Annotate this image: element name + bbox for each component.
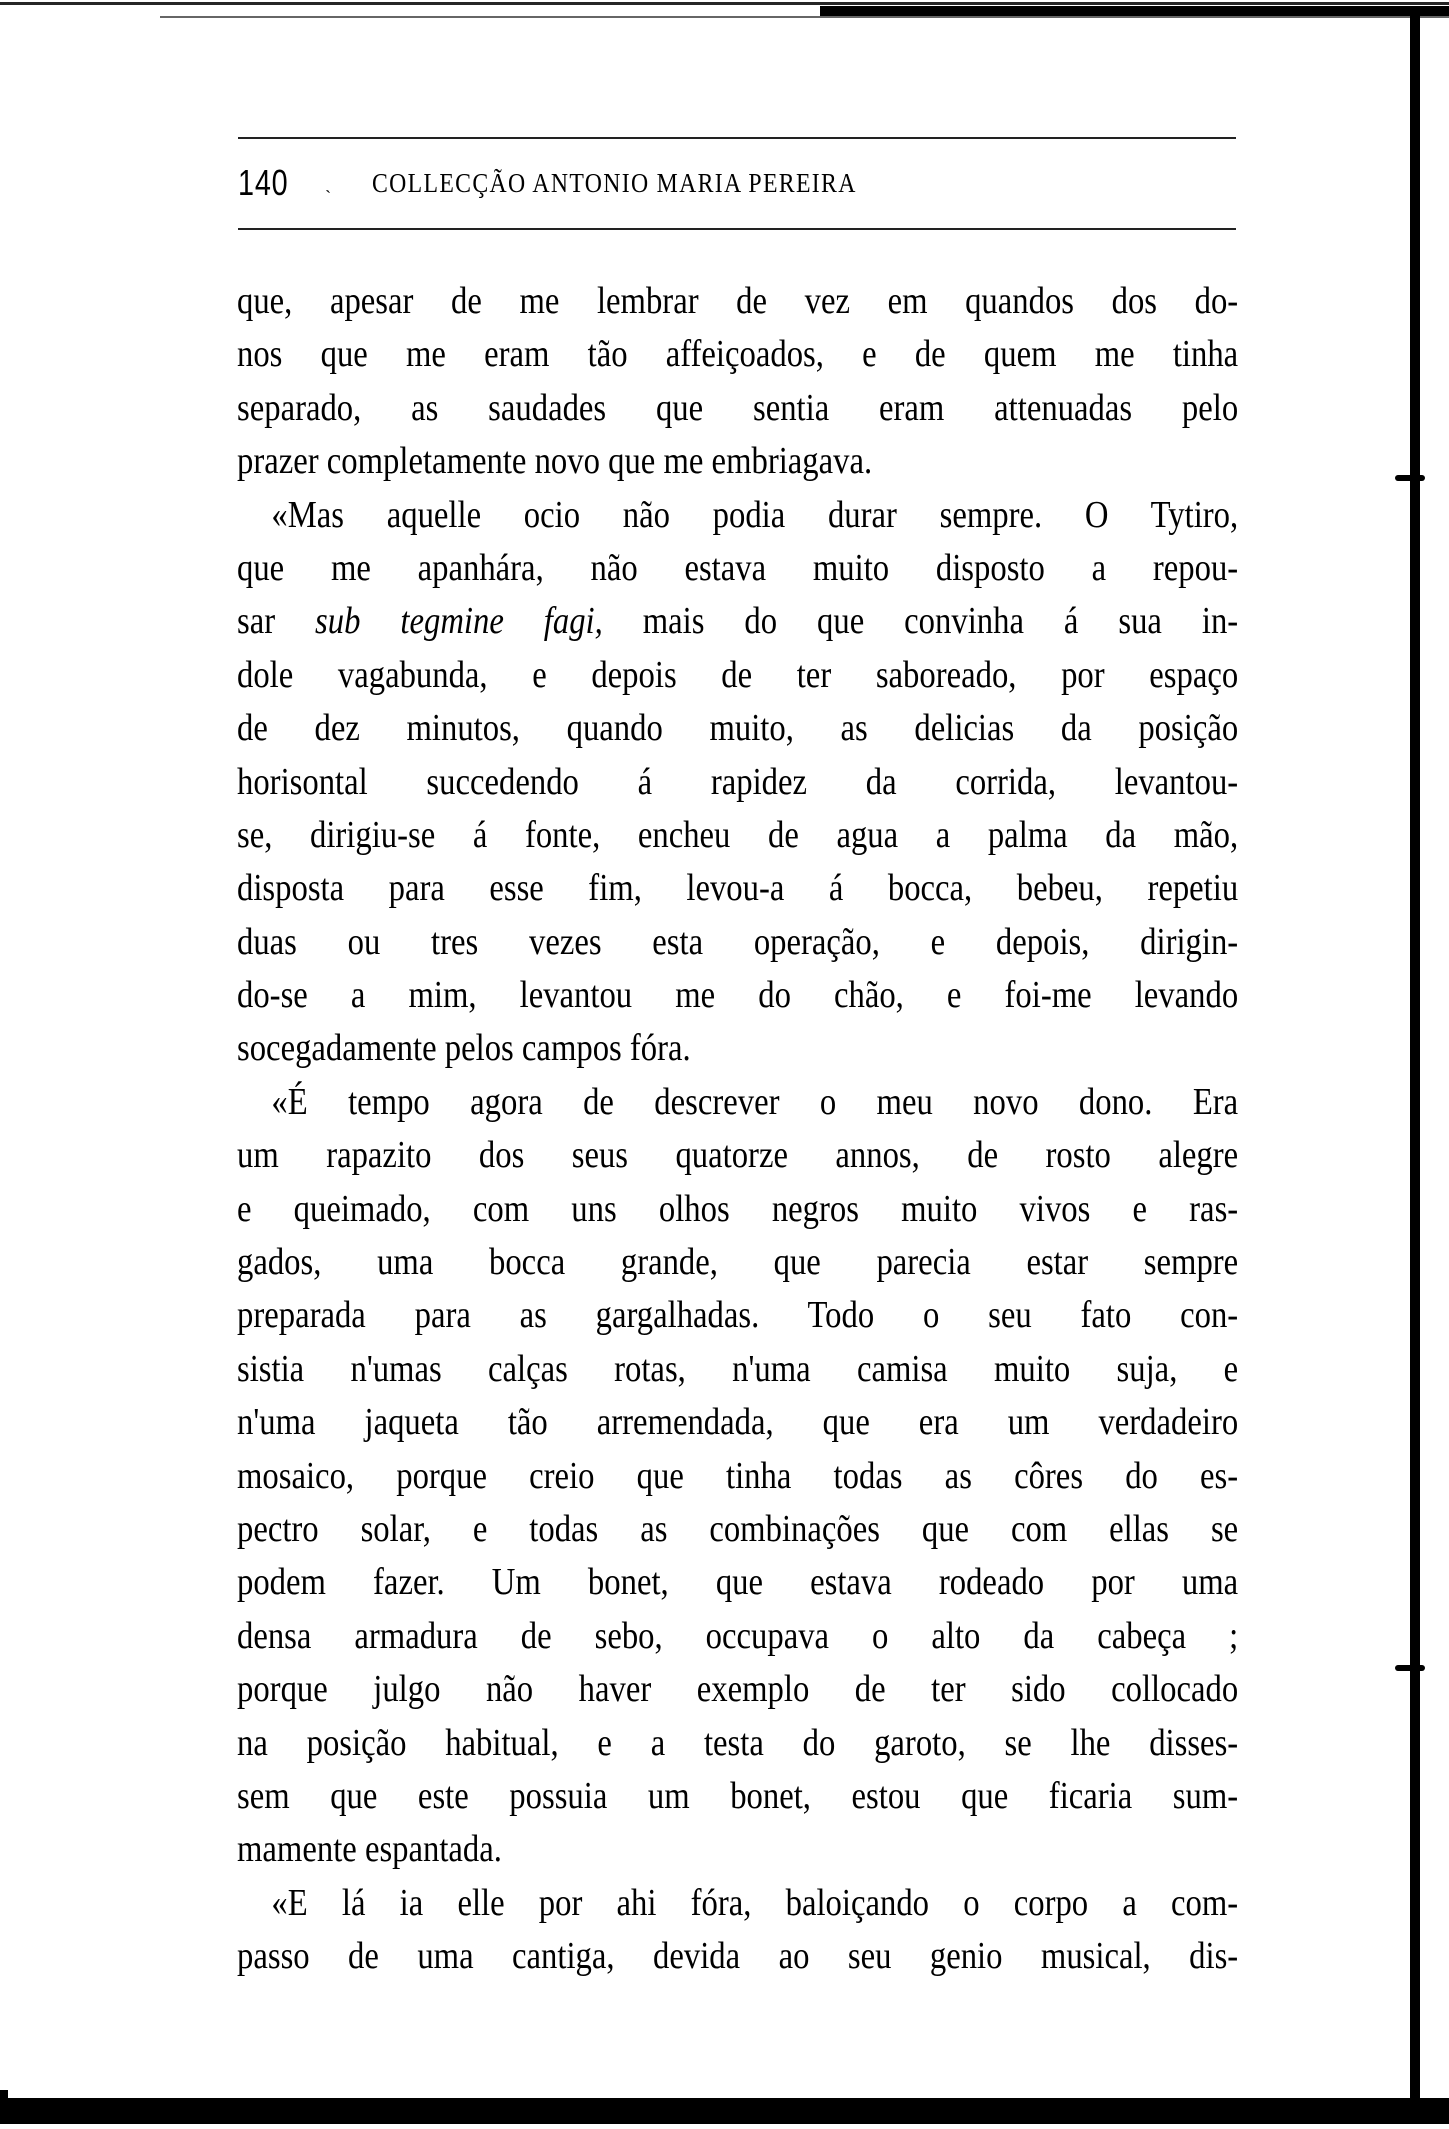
scan-top-edge [0, 2, 1449, 5]
text-line: «É tempo agora de descrever o meu novo dono. Era [271, 1080, 1239, 1123]
text-line: gados, uma bocca grande, que parecia estar sempre [237, 1241, 1239, 1284]
text-line: do-se a mim, levantou me do chão, e foi-me levando [237, 974, 1239, 1017]
text-run: mais do que convinha á sua in- [602, 600, 1239, 643]
scan-top-edge-shadow [820, 6, 1449, 16]
text-line: um rapazito dos seus quatorze annos, de rosto alegre [237, 1134, 1239, 1177]
text-line: densa armadura de sebo, occupava o alto da cabeça ; [237, 1614, 1239, 1657]
scan-bottom-border [0, 2098, 1449, 2124]
text-line: na posição habitual, e a testa do garoto, se lhe disses- [237, 1721, 1239, 1764]
running-head [238, 160, 1238, 206]
text-line: prazer completamente novo que me embriagava. [237, 440, 873, 483]
header-rule-top [238, 137, 1236, 139]
scan-right-border-notch [1395, 475, 1425, 481]
text-line: disposta para esse fim, levou-a á bocca, bebeu, repetiu [237, 867, 1239, 910]
body-text [237, 275, 1238, 1984]
text-line: que me apanhára, não estava muito disposto a repou- [237, 546, 1239, 589]
scan-right-border-notch [1395, 1665, 1425, 1671]
text-line: se, dirigiu-se á fonte, encheu de agua a palma da mão, [237, 813, 1239, 856]
text-line: porque julgo não haver exemplo de ter sido collocado [237, 1668, 1239, 1711]
text-line: «Mas aquelle ocio não podia durar sempre. O Tytiro, [271, 493, 1239, 536]
text-line [237, 595, 1238, 648]
text-line: pectro solar, e todas as combinações que com ellas se [237, 1507, 1239, 1550]
ornament-mark: ˎ [325, 172, 333, 193]
text-line: preparada para as gargalhadas. Todo o seu fato con- [237, 1294, 1239, 1337]
text-line: mosaico, porque creio que tinha todas as côres do es- [237, 1454, 1239, 1497]
text-line: n'uma jaqueta tão arremendada, que era um verdadeiro [237, 1401, 1239, 1444]
text-line: mamente espantada. [237, 1828, 502, 1871]
text-run: sar [237, 600, 316, 643]
text-line: podem fazer. Um bonet, que estava rodeado por uma [237, 1561, 1239, 1604]
text-line: sem que este possuia um bonet, estou que ficaria sum- [237, 1774, 1239, 1817]
text-line: sistia n'umas calças rotas, n'uma camisa muito suja, e [237, 1347, 1239, 1390]
page-number: 140 [238, 162, 289, 203]
text-line: nos que me eram tão affeiçoados, e de quem me tinha [237, 333, 1239, 376]
text-line: que, apesar de me lembrar de vez em quandos dos do- [237, 280, 1239, 322]
text-line: dole vagabunda, e depois de ter saboreado, por espaço [237, 653, 1239, 696]
text-line: passo de uma cantiga, devida ao seu genio musical, dis- [237, 1935, 1239, 1978]
text-line: duas ou tres vezes esta operação, e depois, dirigin- [237, 920, 1239, 963]
text-line: e queimado, com uns olhos negros muito vivos e ras- [237, 1187, 1239, 1230]
text-line: «E lá ia elle por ahi fóra, baloiçando o corpo a com- [271, 1881, 1239, 1924]
scan-left-corner [0, 2090, 8, 2120]
collection-title: COLLECÇÃO ANTONIO MARIA PEREIRA [372, 167, 857, 198]
scan-right-border [1410, 10, 1420, 2120]
text-line: separado, as saudades que sentia eram attenuadas pelo [237, 386, 1239, 429]
text-line: socegadamente pelos campos fóra. [237, 1027, 691, 1070]
italic-latin-phrase: sub tegmine fagi, [315, 600, 603, 643]
header-rule-bottom [238, 228, 1236, 230]
text-line: horisontal succedendo á rapidez da corrida, levantou- [237, 760, 1239, 803]
text-line: de dez minutos, quando muito, as delicias da posição [237, 707, 1239, 750]
scan-top-edge-line [160, 16, 1449, 18]
